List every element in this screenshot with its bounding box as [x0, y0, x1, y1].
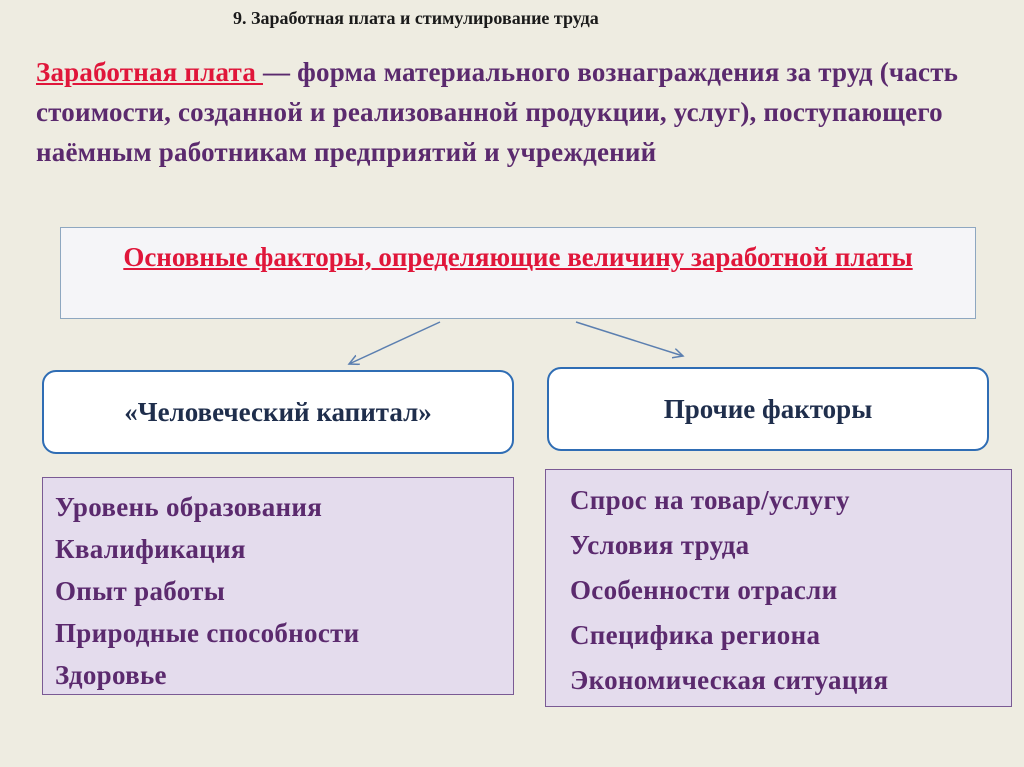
slide-title: 9. Заработная плата и стимулирование труда: [233, 8, 599, 28]
list-item: Экономическая ситуация: [570, 665, 889, 695]
arrow-to-other-factors: [576, 322, 683, 356]
definition-term: Заработная плата: [36, 57, 263, 87]
human-capital-label: «Человеческий капитал»: [124, 396, 432, 427]
arrow-to-human-capital: [349, 322, 440, 364]
other-factors-box: [547, 367, 989, 451]
list-item: Спрос на товар/услугу: [570, 485, 850, 515]
list-item: Опыт работы: [55, 576, 226, 606]
list-item: Особенности отрасли: [570, 575, 838, 605]
other-factors-list: [545, 469, 1012, 707]
definition-body: — форма материального вознаграждения за труд (часть стоимости, созданной и реализованной продукции, услуг), поступающего наёмным работникам предприятий и учреждений: [36, 57, 959, 167]
list-item: Специфика региона: [570, 620, 821, 650]
other-factors-label: Прочие факторы: [663, 393, 873, 424]
main-factors-heading: Основные факторы, определяющие величину заработной платы: [123, 242, 913, 272]
list-item: Здоровье: [55, 660, 167, 690]
list-item: Квалификация: [55, 534, 246, 564]
human-capital-list: [42, 477, 514, 695]
list-item: Уровень образования: [55, 492, 323, 522]
human-capital-box: [42, 370, 514, 454]
list-item: Условия труда: [570, 530, 750, 560]
list-item: Природные способности: [55, 618, 360, 648]
